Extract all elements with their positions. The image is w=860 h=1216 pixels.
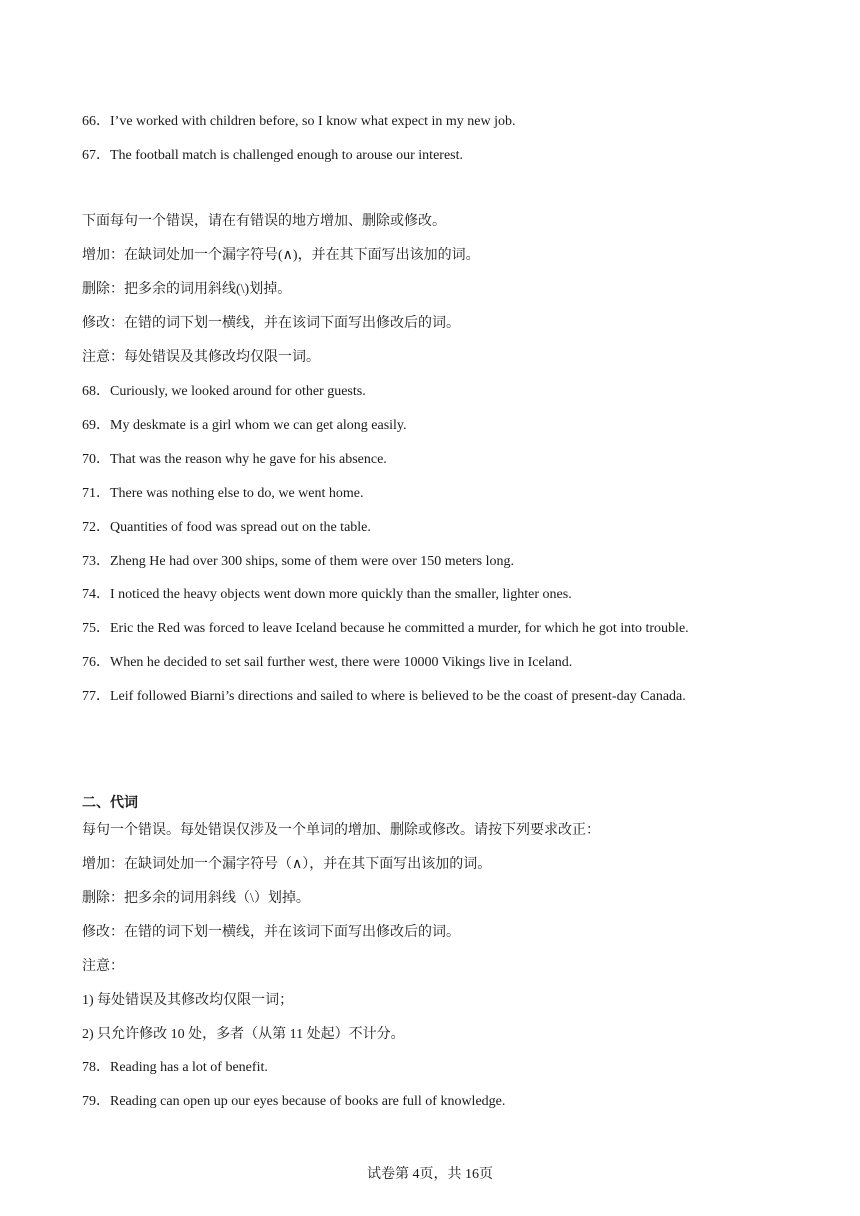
instruction-line: 注意：每处错误及其修改均仅限一词。 (82, 350, 320, 365)
instruction-line: 1) 每处错误及其修改均仅限一词； (82, 993, 294, 1008)
instruction-line: 2) 只允许修改 10 处，多者（从第 11 处起）不计分。 (82, 1027, 405, 1042)
question-number: 69． (82, 418, 110, 433)
question-68 (82, 382, 366, 402)
question-number: 66． (82, 114, 110, 129)
question-number: 72． (82, 520, 110, 535)
question-text: I noticed the heavy objects went down more quickly than the smaller, lighter ones. (110, 587, 572, 602)
question-78 (82, 1058, 268, 1078)
question-72 (82, 518, 371, 538)
question-69 (82, 416, 407, 436)
question-number: 71． (82, 486, 110, 501)
question-73 (82, 552, 514, 572)
question-number: 76． (82, 655, 110, 670)
section-heading: 二、代词 (82, 795, 138, 811)
instruction-line: 删除：把多余的词用斜线（\）划掉。 (82, 891, 310, 906)
instruction-line: 下面每句一个错误，请在有错误的地方增加、删除或修改。 (82, 214, 446, 229)
question-number: 78． (82, 1060, 110, 1075)
instruction-line: 每句一个错误。每处错误仅涉及一个单词的增加、删除或修改。请按下列要求改正： (82, 823, 600, 838)
instruction-line: 注意： (82, 959, 124, 974)
question-text: The football match is challenged enough to arouse our interest. (110, 148, 464, 163)
question-text: When he decided to set sail further west, there were 10000 Vikings live in Iceland. (110, 655, 573, 670)
question-number: 75． (82, 621, 110, 636)
question-75 (82, 619, 689, 639)
question-79 (82, 1092, 505, 1112)
question-number: 77． (82, 689, 110, 704)
question-text: That was the reason why he gave for his absence. (110, 452, 387, 467)
question-number: 73． (82, 554, 110, 569)
question-number: 74． (82, 587, 110, 602)
instruction-line: 修改：在错的词下划一横线，并在该词下面写出修改后的词。 (82, 316, 460, 331)
question-76 (82, 653, 572, 673)
question-text: Zheng He had over 300 ships, some of them were over 150 meters long. (110, 554, 514, 569)
question-number: 79． (82, 1094, 110, 1109)
question-text: My deskmate is a girl whom we can get along easily. (110, 418, 407, 433)
question-77 (82, 687, 686, 707)
question-text: Reading has a lot of benefit. (110, 1060, 268, 1075)
question-number: 67． (82, 148, 110, 163)
question-text: Leif followed Biarni’s directions and sailed to where is believed to be the coast of present-day Canada. (110, 689, 686, 704)
question-text: Reading can open up our eyes because of books are full of knowledge. (110, 1094, 506, 1109)
question-67 (82, 146, 463, 166)
instruction-line: 增加：在缺词处加一个漏字符号(∧)，并在其下面写出该加的词。 (82, 248, 480, 263)
instruction-line: 删除：把多余的词用斜线(\)划掉。 (82, 282, 292, 297)
question-text: There was nothing else to do, we went home. (110, 486, 364, 501)
instruction-line: 修改：在错的词下划一横线，并在该词下面写出修改后的词。 (82, 925, 460, 940)
question-text: Eric the Red was forced to leave Iceland because he committed a murder, for which he got into trouble. (110, 621, 689, 636)
question-number: 70． (82, 452, 110, 467)
question-70 (82, 450, 387, 470)
question-66 (82, 112, 516, 132)
question-74 (82, 585, 572, 605)
question-number: 68． (82, 384, 110, 399)
question-71 (82, 484, 364, 504)
question-text: Quantities of food was spread out on the table. (110, 520, 371, 535)
question-text: I’ve worked with children before, so I know what expect in my new job. (110, 114, 516, 129)
question-text: Curiously, we looked around for other guests. (110, 384, 366, 399)
page-footer: 试卷第 4页，共 16页 (367, 1167, 493, 1182)
instruction-line: 增加：在缺词处加一个漏字符号（∧），并在其下面写出该加的词。 (82, 857, 492, 872)
